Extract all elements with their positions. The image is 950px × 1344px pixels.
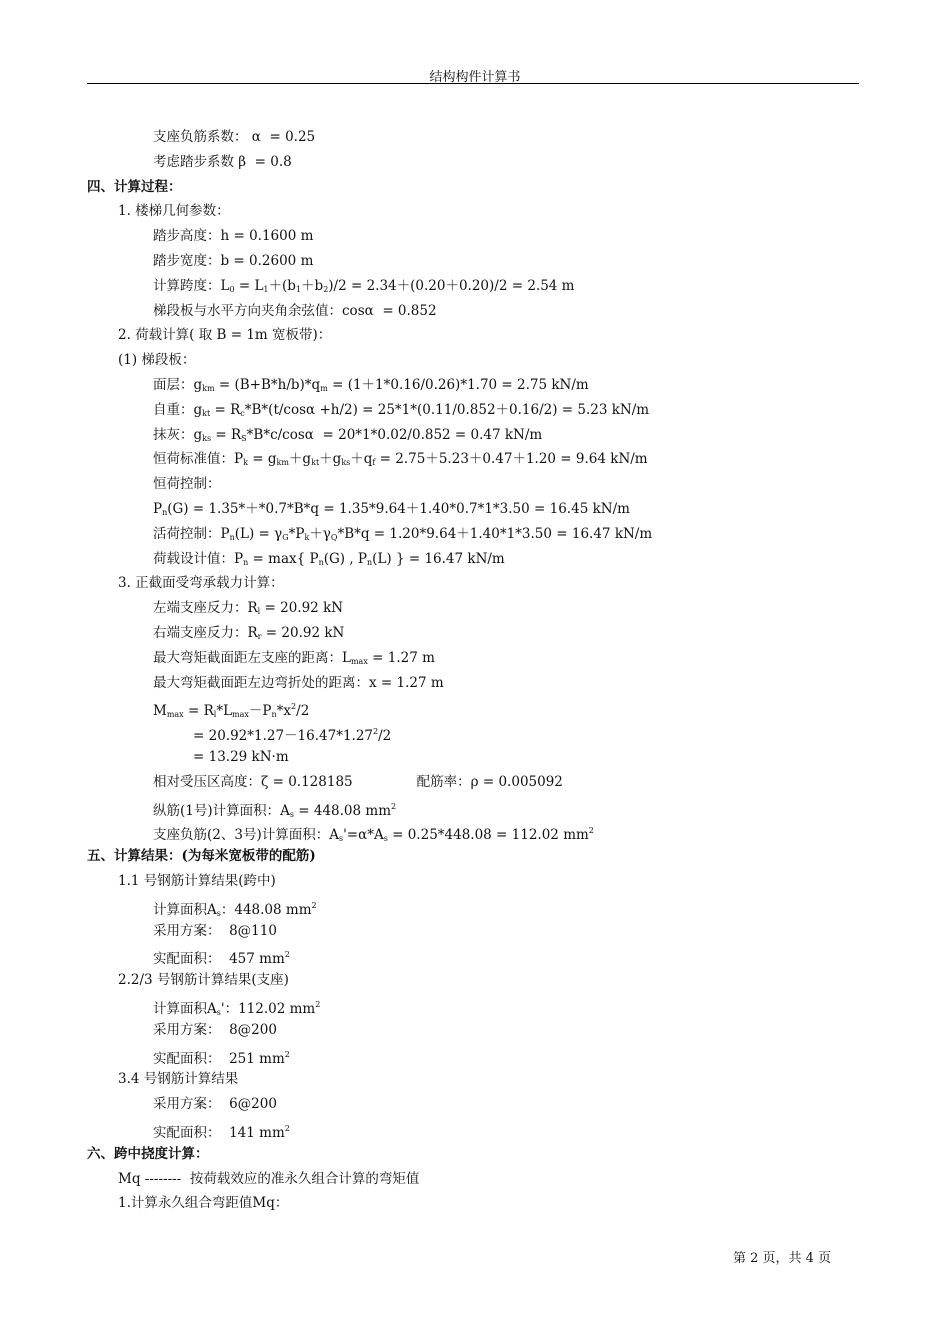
subscript: km <box>276 458 289 468</box>
text-segment: 恒荷标准值：P <box>153 451 244 468</box>
subscript: 2 <box>323 284 329 294</box>
text-line <box>0 943 290 968</box>
subscript: k <box>304 532 310 542</box>
text-segment: 自重：g <box>153 401 203 418</box>
text-segment: 最大弯矩截面距左支座的距离：L <box>153 649 351 666</box>
text-segment: 采用方案： 8@200 <box>153 1021 277 1038</box>
text-segment: = R <box>211 426 242 443</box>
text-segment: 实配面积： 141 mm <box>153 1125 285 1141</box>
subscript: ks <box>341 458 351 468</box>
subscript: max <box>232 710 249 720</box>
text-segment: /2 <box>296 703 310 720</box>
text-segment: ：448.08 mm <box>220 901 312 918</box>
text-segment: 纵筋(1号)计算面积：A <box>153 802 290 819</box>
superscript: 2 <box>284 950 290 960</box>
text-segment: = 20.92*1.27－16.47*1.27 <box>193 728 374 745</box>
text-segment: ＋(b <box>268 277 296 294</box>
subscript: Q <box>330 532 338 542</box>
text-segment: = 1.27 m <box>367 649 435 666</box>
subscript: max <box>350 656 368 666</box>
superscript: 2 <box>588 826 594 836</box>
text-segment: 2. 荷载计算( 取 B = 1m 宽板带)： <box>118 327 332 344</box>
text-segment: Mq -------- 按荷载效应的准永久组合计算的弯矩值 <box>118 1170 420 1187</box>
subscript: ks <box>202 433 212 443</box>
subscript: s <box>338 834 344 844</box>
subscript: s <box>216 1008 221 1017</box>
text-segment: ＋g <box>288 451 312 468</box>
text-line <box>0 398 649 423</box>
subscript: n <box>271 710 277 720</box>
text-segment: = 13.29 kN·m <box>193 749 289 765</box>
text-segment: 采用方案： 8@110 <box>153 922 277 939</box>
text-segment: 计算跨度：L <box>153 277 230 294</box>
subscript: k <box>243 458 248 468</box>
text-segment: 抹灰：g <box>153 426 203 443</box>
subscript: n <box>367 557 373 567</box>
text-segment: ＋g <box>319 451 342 468</box>
text-segment: 3. 正截面受弯承载力计算： <box>118 575 284 592</box>
text-line <box>0 671 444 696</box>
text-segment: = 20.92 kN <box>260 600 344 617</box>
subscript: n <box>162 508 168 517</box>
text-line <box>0 1117 290 1142</box>
text-segment: (1) 梯段板： <box>118 352 196 369</box>
text-segment: = R <box>183 703 214 720</box>
subscript: s <box>216 908 221 918</box>
text-line <box>0 497 630 522</box>
text-segment: 3.4 号钢筋计算结果 <box>118 1071 239 1088</box>
text-segment: 计算面积A <box>153 901 217 918</box>
text-segment: 配筋率：ρ = 0.005092 <box>416 773 563 790</box>
text-line <box>0 646 435 671</box>
subscript: l <box>257 607 261 617</box>
page-header-title: 结构构件计算书 <box>429 70 521 85</box>
superscript: 2 <box>373 727 379 737</box>
text-line <box>0 423 542 448</box>
text-line <box>0 869 276 894</box>
text-segment: '：112.02 mm <box>220 1001 316 1017</box>
text-segment: 踏步宽度：b = 0.2600 m <box>153 253 314 269</box>
text-line <box>0 224 313 249</box>
text-line <box>0 472 221 497</box>
superscript: 2 <box>311 900 317 910</box>
subscript: c <box>240 408 245 418</box>
text-segment: 计算面积A <box>153 1001 217 1017</box>
superscript: 2 <box>284 1124 290 1133</box>
text-line <box>0 720 391 745</box>
text-line <box>0 894 317 919</box>
text-segment: 实配面积： 251 mm <box>153 1050 285 1067</box>
text-line <box>0 1067 238 1092</box>
text-segment: 1. 楼梯几何参数： <box>118 203 230 220</box>
text-line <box>0 993 320 1018</box>
text-line <box>0 150 292 175</box>
text-line <box>0 274 574 299</box>
subscript: l <box>213 710 217 720</box>
text-line <box>0 323 331 348</box>
text-segment: /2 <box>378 728 392 745</box>
text-line <box>0 1092 277 1117</box>
text-segment: M <box>153 703 167 720</box>
text-line <box>0 447 648 472</box>
subscript: s <box>383 834 388 844</box>
subscript: km <box>202 384 215 393</box>
subscript: n <box>229 532 235 542</box>
text-segment: 相对受压区高度：ζ = 0.128185 <box>153 773 353 790</box>
text-segment: *B*c/cosα = 20*1*0.02/0.852 = 0.47 kN/m <box>246 426 543 443</box>
text-segment: )/2 = 2.34＋(0.20＋0.20)/2 = 2.54 m <box>328 277 575 294</box>
text-line <box>0 770 563 795</box>
text-line <box>0 571 284 596</box>
text-segment: (G) = 1.35*＋*0.7*B*q = 1.35*9.64＋1.40*0.7*1*3.50 = 16.45 kN/m <box>167 501 630 517</box>
text-segment: 2.2/3 号钢筋计算结果(支座) <box>118 972 289 989</box>
superscript: 2 <box>284 1049 290 1059</box>
text-segment: 五、计算结果：(为每米宽板带的配筋) <box>87 848 316 865</box>
text-line <box>0 522 652 547</box>
text-segment: 支座负筋(2、3号)计算面积：A <box>153 827 339 844</box>
subscript: 1 <box>263 284 269 294</box>
text-segment: = g <box>247 451 277 468</box>
header-divider <box>87 83 859 84</box>
text-segment: *L <box>216 703 233 720</box>
text-segment: = 448.08 mm <box>293 802 392 819</box>
text-line <box>0 1043 290 1068</box>
text-segment: 左端支座反力：R <box>153 600 258 617</box>
text-segment: 最大弯矩截面距左边弯折处的距离：x = 1.27 m <box>153 674 444 691</box>
text-line <box>0 1191 288 1216</box>
text-line <box>0 621 344 646</box>
text-segment: 六、跨中挠度计算： <box>87 1145 209 1162</box>
text-segment: P <box>153 501 163 517</box>
subscript: S <box>241 433 247 443</box>
text-line <box>0 819 594 844</box>
text-segment: = 2.75＋5.23＋0.47＋1.20 = 9.64 kN/m <box>375 451 648 468</box>
text-line <box>0 968 289 993</box>
text-segment: ＋q <box>350 451 373 468</box>
text-line <box>0 695 309 720</box>
subscript: n <box>243 557 249 567</box>
text-segment: = (1＋1*0.16/0.26)*1.70 = 2.75 kN/m <box>327 377 589 393</box>
superscript: 2 <box>291 702 297 712</box>
text-segment: = (B+B*h/b)*q <box>214 377 321 393</box>
subscript: max <box>166 710 184 720</box>
text-segment: 1.1 号钢筋计算结果(跨中) <box>118 873 276 889</box>
text-segment: 1.计算永久组合弯距值Mq： <box>118 1195 289 1212</box>
text-line <box>0 596 343 621</box>
text-line <box>0 199 230 224</box>
subscript: 1 <box>295 284 302 294</box>
text-segment: *B*q = 1.20*9.64＋1.40*1*3.50 = 16.47 kN/m <box>337 525 653 542</box>
text-line <box>0 1167 419 1192</box>
text-segment: (L) } = 16.47 kN/m <box>372 550 505 567</box>
text-line <box>0 547 505 572</box>
text-segment: －P <box>248 703 272 720</box>
text-line <box>0 348 195 373</box>
section-heading <box>0 1142 209 1167</box>
subscript: f <box>372 458 376 468</box>
text-segment: = max{ P <box>248 550 319 567</box>
text-segment: = L <box>234 277 264 294</box>
text-segment: 实配面积： 457 mm <box>153 951 285 968</box>
text-segment: ＋γ <box>309 525 331 542</box>
text-segment: 右端支座反力：R <box>153 625 258 641</box>
text-line <box>0 745 289 770</box>
subscript: n <box>318 557 324 567</box>
text-segment: 支座负筋系数： α = 0.25 <box>153 129 316 145</box>
subscript: 0 <box>229 284 235 294</box>
page-number: 第 2 页，共 4 页 <box>733 1251 832 1266</box>
text-line <box>0 919 277 944</box>
superscript: 2 <box>391 801 397 811</box>
text-segment: 荷载设计值：P <box>153 550 244 567</box>
subscript: kt <box>202 408 211 418</box>
text-line <box>0 373 589 398</box>
section-heading <box>0 844 316 869</box>
text-line <box>0 795 396 820</box>
text-segment: *P <box>288 525 305 542</box>
subscript: r <box>257 632 262 641</box>
text-segment: 踏步高度：h = 0.1600 m <box>153 228 314 245</box>
text-segment: 采用方案： 6@200 <box>153 1096 277 1113</box>
text-segment: = 20.92 kN <box>261 625 345 641</box>
superscript: 2 <box>315 1000 321 1009</box>
text-line <box>0 1018 277 1043</box>
subscript: m <box>320 384 328 393</box>
text-segment: = R <box>210 401 241 418</box>
text-segment: (L) = γ <box>234 525 283 542</box>
text-line <box>0 125 315 150</box>
text-line <box>0 299 437 324</box>
text-segment: 活荷控制：P <box>153 525 230 542</box>
text-segment: 考虑踏步系数 β = 0.8 <box>153 153 292 170</box>
text-segment: *B*(t/cosα +h/2) = 25*1*(0.11/0.852＋0.16/2) = 5.23 kN/m <box>244 401 650 418</box>
text-segment: *x <box>276 703 292 720</box>
subscript: kt <box>311 458 320 468</box>
text-segment: ＋b <box>301 277 324 294</box>
text-segment: 四、计算过程： <box>87 178 182 195</box>
text-segment: 恒荷控制： <box>153 476 221 493</box>
text-segment: 梯段板与水平方向夹角余弦值：cosα = 0.852 <box>153 302 437 319</box>
text-segment: = 0.25*448.08 = 112.02 mm <box>387 827 589 844</box>
text-segment: 面层：g <box>153 377 203 393</box>
text-segment: '=α*A <box>343 827 384 844</box>
section-heading <box>0 175 182 200</box>
subscript: G <box>282 532 289 542</box>
text-line <box>0 249 313 274</box>
text-segment: (G) , P <box>323 550 368 567</box>
subscript: s <box>289 809 294 819</box>
